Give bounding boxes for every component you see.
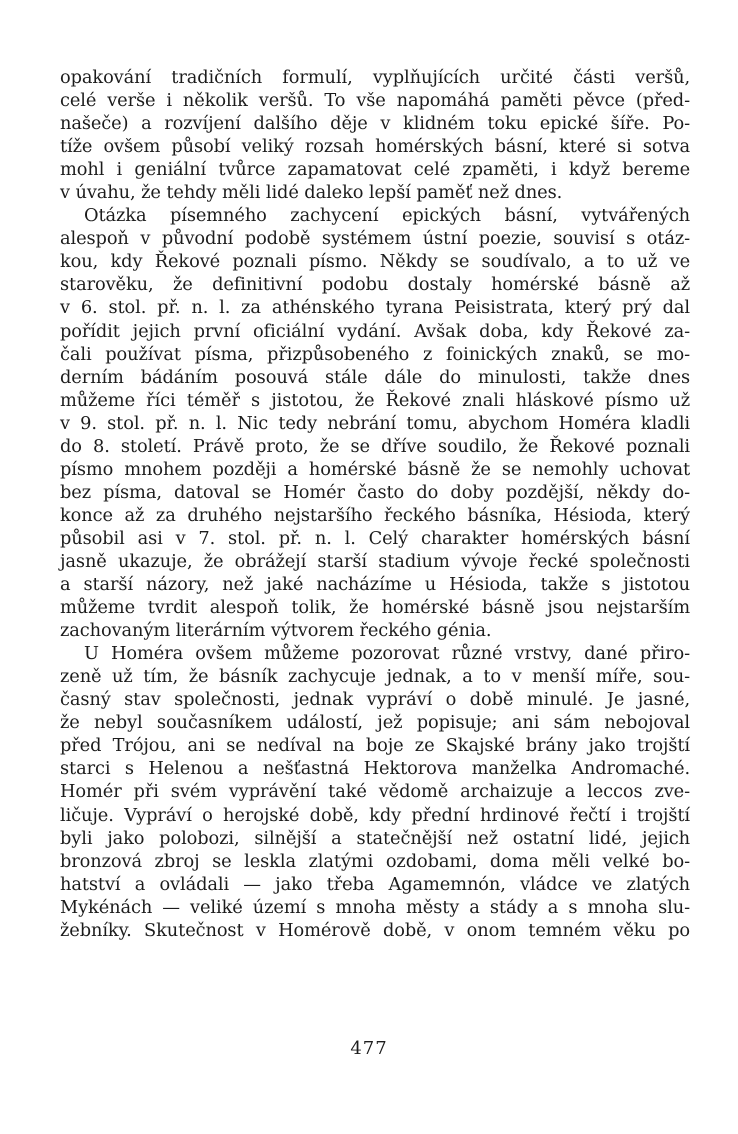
- text-line: můžeme říci téměř s jistotou, že Řekové znali hláskové písmo už: [60, 389, 690, 411]
- text-line: našeče) a rozvíjení dalšího děje v klidném toku epické šíře. Po-: [60, 113, 690, 135]
- body-text: [60, 66, 690, 942]
- text-line: bez písma, datoval se Homér často do doby pozdější, někdy do-: [60, 481, 690, 503]
- text-line: ličuje. Vypráví o herojské době, kdy přední hrdinové řečtí i trojští: [60, 804, 690, 826]
- text-line: písmo mnohem později a homérské básně že se nemohly uchovat: [60, 458, 690, 480]
- text-line: byli jako polobozi, silnější a statečnější než ostatní lidé, jejich: [60, 827, 690, 849]
- text-line: starci s Helenou a nešťastná Hektorova manželka Andromaché.: [60, 758, 690, 780]
- text-line: v 6. stol. př. n. l. za athénského tyrana Peisistrata, který prý dal: [60, 297, 690, 319]
- text-line: celé verše i několik veršů. To vše napomáhá paměti pěvce (před-: [60, 90, 690, 112]
- text-line: kou, kdy Řekové poznali písmo. Někdy se soudívalo, a to už ve: [60, 251, 690, 273]
- text-line: působil asi v 7. stol. př. n. l. Celý charakter homérských básní: [60, 527, 690, 549]
- page-number: 477: [350, 1038, 388, 1059]
- text-line: že nebyl současníkem událostí, jež popisuje; ani sám nebojoval: [60, 712, 690, 734]
- text-line: Homér při svém vyprávění také vědomě archaizuje a leccos zve-: [60, 781, 690, 803]
- text-line: do 8. století. Právě proto, že se dříve soudilo, že Řekové poznali: [60, 435, 690, 457]
- text-line: jasně ukazuje, že obrážejí starší stadium vývoje řecké společnosti: [60, 550, 690, 572]
- text-line: opakování tradičních formulí, vyplňujících určité části veršů,: [60, 67, 690, 88]
- paragraph: [60, 642, 690, 942]
- text-line: a starší názory, než jaké nacházíme u Hésioda, takže s jistotou: [60, 574, 690, 596]
- text-line: pořídit jejich první oficiální vydání. Avšak doba, kdy Řekové za-: [60, 320, 690, 342]
- text-line: zeně už tím, že básník zachycuje jednak, a to v menší míře, sou-: [60, 666, 690, 688]
- text-line: časný stav společnosti, jednak vypráví o době minulé. Je jasné,: [60, 689, 690, 711]
- text-line: hatství a ovládali — jako třeba Agamemnón, vládce ve zlatých: [60, 873, 690, 895]
- text-line: v 9. stol. př. n. l. Nic tedy nebrání tomu, abychom Homéra kladli: [60, 412, 690, 434]
- text-line: derním bádáním posouvá stále dále do minulosti, takže dnes: [60, 366, 690, 388]
- paragraph: [60, 66, 690, 204]
- text-line: starověku, že definitivní podobu dostaly homérské básně až: [60, 274, 690, 296]
- text-line: tíže ovšem působí veliký rozsah homérských básní, které si sotva: [60, 136, 690, 158]
- text-line: mohl i geniální tvůrce zapamatovat celé zpaměti, i když bereme: [60, 159, 690, 181]
- paragraph: [60, 204, 690, 642]
- text-line: před Trójou, ani se nedíval na boje ze Skajské brány jako trojští: [60, 735, 690, 757]
- text-line: zachovaným literárním výtvorem řeckého génia.: [60, 620, 492, 642]
- text-line: čali používat písma, přizpůsobeného z foinických znaků, se mo-: [60, 343, 690, 365]
- text-line: můžeme tvrdit alespoň tolik, že homérské básně jsou nejstarším: [60, 597, 690, 619]
- text-line: Otázka písemného zachycení epických básní, vytvářených: [84, 205, 690, 227]
- text-line: konce až za druhého nejstaršího řeckého básníka, Hésioda, který: [60, 504, 690, 526]
- text-line: Mykénách — veliké území s mnoha městy a stády a s mnoha slu-: [60, 896, 690, 918]
- text-line: žebníky. Skutečnost v Homérově době, v onom temném věku po: [60, 919, 690, 941]
- text-line: alespoň v původní podobě systémem ústní poezie, souvisí s otáz-: [60, 228, 690, 250]
- text-line: U Homéra ovšem můžeme pozorovat různé vrstvy, dané přiro-: [84, 643, 690, 665]
- text-line: bronzová zbroj se leskla zlatými ozdobami, doma měli velké bo-: [60, 850, 690, 872]
- text-line: v úvahu, že tehdy měli lidé daleko lepší paměť než dnes.: [60, 182, 563, 204]
